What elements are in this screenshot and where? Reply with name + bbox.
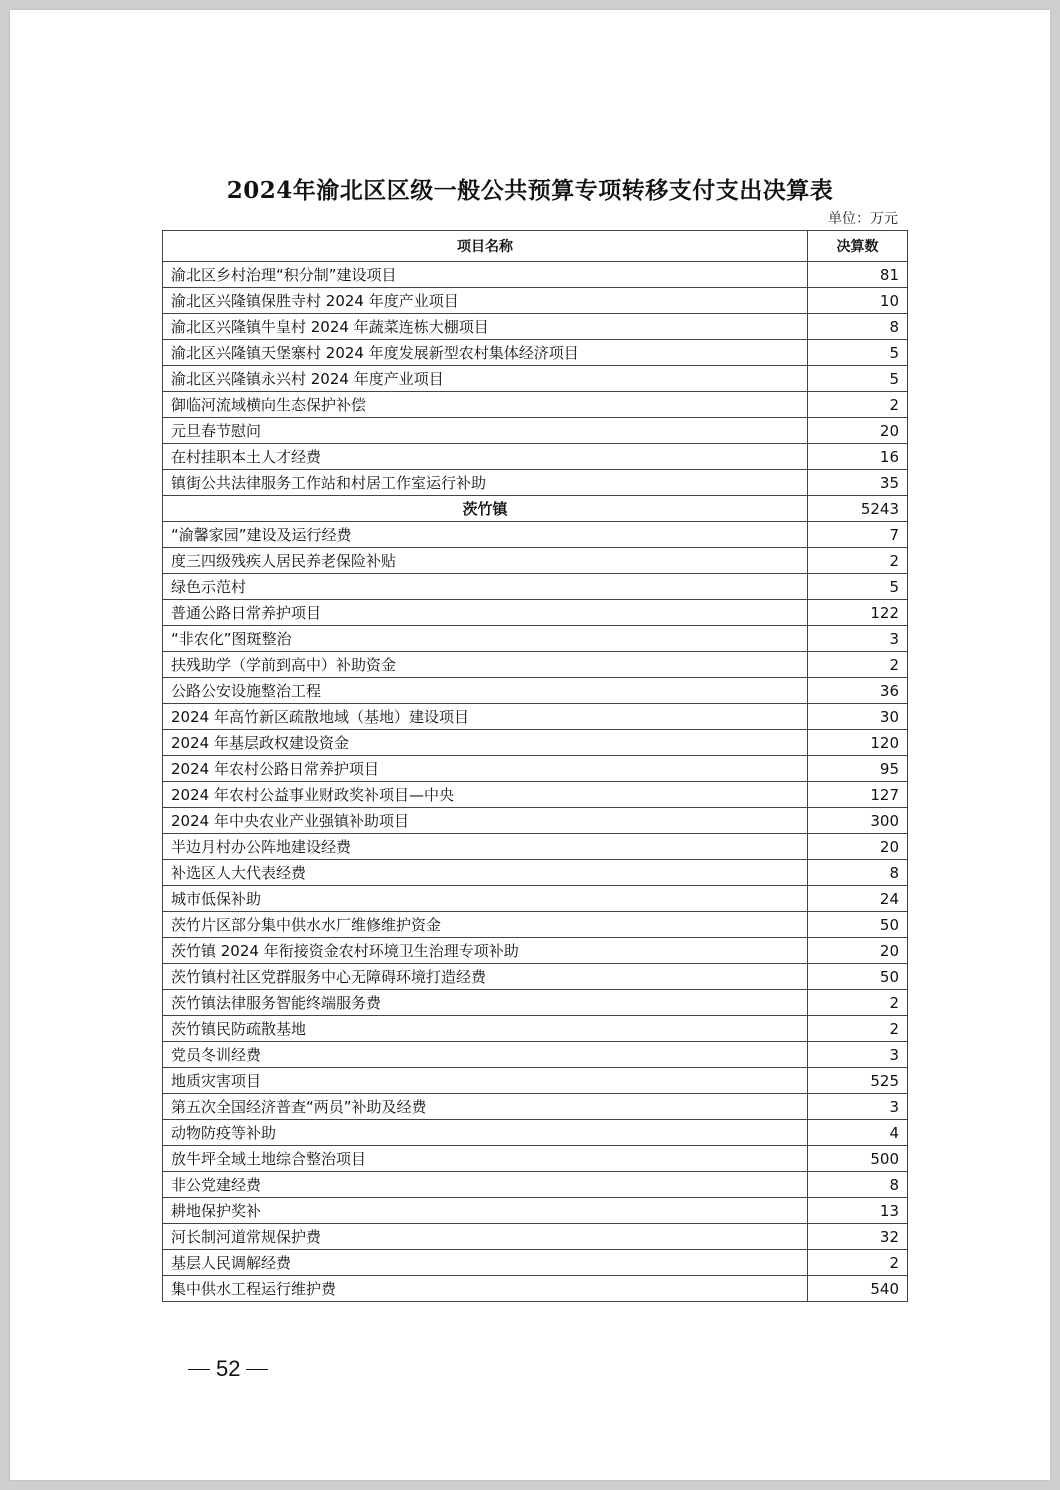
project-name-cell: 第五次全国经济普查“两员”补助及经费 — [163, 1094, 808, 1120]
amount-cell: 20 — [808, 938, 908, 964]
table-row — [163, 1120, 908, 1146]
project-name-cell: 2024 年农村公路日常养护项目 — [163, 756, 808, 782]
amount-cell: 300 — [808, 808, 908, 834]
amount-cell: 5 — [808, 574, 908, 600]
amount-cell: 13 — [808, 1198, 908, 1224]
amount-cell: 5 — [808, 340, 908, 366]
unit-label: 单位：万元 — [828, 211, 898, 227]
dash-left — [188, 1369, 210, 1370]
table-row — [163, 444, 908, 470]
project-name-cell: 公路公安设施整治工程 — [163, 678, 808, 704]
table-row — [163, 1172, 908, 1198]
page-number-footer — [188, 1356, 268, 1382]
table-row — [163, 626, 908, 652]
header-final-amount: 决算数 — [808, 231, 908, 262]
project-name-cell: 度三四级残疾人居民养老保险补贴 — [163, 548, 808, 574]
table-row — [163, 990, 908, 1016]
table-row — [163, 938, 908, 964]
table-row — [163, 366, 908, 392]
project-name-cell: 茨竹镇法律服务智能终端服务费 — [163, 990, 808, 1016]
table-row — [163, 522, 908, 548]
project-name-cell: 茨竹片区部分集中供水水厂维修维护资金 — [163, 912, 808, 938]
project-name-cell: 元旦春节慰问 — [163, 418, 808, 444]
table-row — [163, 1224, 908, 1250]
project-name-cell: 党员冬训经费 — [163, 1042, 808, 1068]
project-name-cell: “非农化”图斑整治 — [163, 626, 808, 652]
amount-cell: 30 — [808, 704, 908, 730]
amount-cell: 36 — [808, 678, 908, 704]
table-row — [163, 652, 908, 678]
table-row — [163, 288, 908, 314]
project-name-cell: 绿色示范村 — [163, 574, 808, 600]
table-row — [163, 808, 908, 834]
amount-cell: 122 — [808, 600, 908, 626]
amount-cell: 7 — [808, 522, 908, 548]
document-title: 2024年渝北区区级一般公共预算专项转移支付支出决算表 — [226, 177, 834, 204]
project-name-cell: 2024 年高竹新区疏散地域（基地）建设项目 — [163, 704, 808, 730]
amount-cell: 8 — [808, 860, 908, 886]
project-name-cell: 渝北区兴隆镇保胜寺村 2024 年度产业项目 — [163, 288, 808, 314]
document-page — [10, 10, 1050, 1480]
amount-cell: 525 — [808, 1068, 908, 1094]
table-row — [163, 1016, 908, 1042]
table-row — [163, 392, 908, 418]
amount-cell: 16 — [808, 444, 908, 470]
table-row — [163, 704, 908, 730]
project-name-cell: 地质灾害项目 — [163, 1068, 808, 1094]
table-section-row — [163, 496, 908, 522]
table-row — [163, 1042, 908, 1068]
amount-cell: 2 — [808, 392, 908, 418]
project-name-cell: 基层人民调解经费 — [163, 1250, 808, 1276]
project-name-cell: 普通公路日常养护项目 — [163, 600, 808, 626]
project-name-cell: 在村挂职本土人才经费 — [163, 444, 808, 470]
project-name-cell: 茨竹镇民防疏散基地 — [163, 1016, 808, 1042]
table-row — [163, 1276, 908, 1302]
table-row — [163, 886, 908, 912]
amount-cell: 20 — [808, 418, 908, 444]
amount-cell: 127 — [808, 782, 908, 808]
table-row — [163, 548, 908, 574]
amount-cell: 35 — [808, 470, 908, 496]
project-name-cell: 渝北区兴隆镇天堡寨村 2024 年度发展新型农村集体经济项目 — [163, 340, 808, 366]
amount-cell: 120 — [808, 730, 908, 756]
project-name-cell: 渝北区兴隆镇牛皇村 2024 年蔬菜连栋大棚项目 — [163, 314, 808, 340]
table-header-row — [163, 231, 908, 262]
table-row — [163, 756, 908, 782]
amount-cell: 2 — [808, 990, 908, 1016]
table-row — [163, 600, 908, 626]
project-name-cell: 渝北区乡村治理“积分制”建设项目 — [163, 262, 808, 288]
table-row — [163, 340, 908, 366]
amount-cell: 3 — [808, 1094, 908, 1120]
table-row — [163, 1068, 908, 1094]
amount-cell: 540 — [808, 1276, 908, 1302]
amount-cell: 2 — [808, 652, 908, 678]
amount-cell: 32 — [808, 1224, 908, 1250]
table-row — [163, 1250, 908, 1276]
project-name-cell: “渝馨家园”建设及运行经费 — [163, 522, 808, 548]
amount-cell: 81 — [808, 262, 908, 288]
table-row — [163, 1094, 908, 1120]
table-body — [163, 262, 908, 1302]
amount-cell: 95 — [808, 756, 908, 782]
project-name-cell: 2024 年基层政权建设资金 — [163, 730, 808, 756]
dash-right — [246, 1369, 268, 1370]
section-name-cell: 茨竹镇 — [163, 496, 808, 522]
amount-cell: 50 — [808, 964, 908, 990]
table-row — [163, 1198, 908, 1224]
project-name-cell: 茨竹镇村社区党群服务中心无障碍环境打造经费 — [163, 964, 808, 990]
project-name-cell: 耕地保护奖补 — [163, 1198, 808, 1224]
table-row — [163, 912, 908, 938]
amount-cell: 8 — [808, 1172, 908, 1198]
table-row — [163, 678, 908, 704]
table-row — [163, 1146, 908, 1172]
amount-cell: 20 — [808, 834, 908, 860]
project-name-cell: 2024 年中央农业产业强镇补助项目 — [163, 808, 808, 834]
budget-table — [162, 230, 908, 1302]
project-name-cell: 镇街公共法律服务工作站和村居工作室运行补助 — [163, 470, 808, 496]
project-name-cell: 动物防疫等补助 — [163, 1120, 808, 1146]
project-name-cell: 集中供水工程运行维护费 — [163, 1276, 808, 1302]
table-row — [163, 782, 908, 808]
table-row — [163, 418, 908, 444]
project-name-cell: 御临河流域横向生态保护补偿 — [163, 392, 808, 418]
project-name-cell: 扶残助学（学前到高中）补助资金 — [163, 652, 808, 678]
amount-cell: 2 — [808, 548, 908, 574]
amount-cell: 24 — [808, 886, 908, 912]
table-row — [163, 860, 908, 886]
project-name-cell: 放牛坪全域土地综合整治项目 — [163, 1146, 808, 1172]
amount-cell: 5243 — [808, 496, 908, 522]
amount-cell: 500 — [808, 1146, 908, 1172]
amount-cell: 2 — [808, 1250, 908, 1276]
amount-cell: 2 — [808, 1016, 908, 1042]
project-name-cell: 河长制河道常规保护费 — [163, 1224, 808, 1250]
project-name-cell: 非公党建经费 — [163, 1172, 808, 1198]
table-row — [163, 262, 908, 288]
table-row — [163, 574, 908, 600]
table-row — [163, 834, 908, 860]
amount-cell: 10 — [808, 288, 908, 314]
amount-cell: 4 — [808, 1120, 908, 1146]
amount-cell: 8 — [808, 314, 908, 340]
table-row — [163, 470, 908, 496]
page-number: 52 — [216, 1356, 241, 1381]
project-name-cell: 补选区人大代表经费 — [163, 860, 808, 886]
header-project-name: 项目名称 — [163, 231, 808, 262]
project-name-cell: 2024 年农村公益事业财政奖补项目—中央 — [163, 782, 808, 808]
table-row — [163, 314, 908, 340]
table-row — [163, 730, 908, 756]
amount-cell: 50 — [808, 912, 908, 938]
table-row — [163, 964, 908, 990]
amount-cell: 3 — [808, 1042, 908, 1068]
project-name-cell: 渝北区兴隆镇永兴村 2024 年度产业项目 — [163, 366, 808, 392]
project-name-cell: 城市低保补助 — [163, 886, 808, 912]
project-name-cell: 半边月村办公阵地建设经费 — [163, 834, 808, 860]
project-name-cell: 茨竹镇 2024 年衔接资金农村环境卫生治理专项补助 — [163, 938, 808, 964]
amount-cell: 5 — [808, 366, 908, 392]
amount-cell: 3 — [808, 626, 908, 652]
